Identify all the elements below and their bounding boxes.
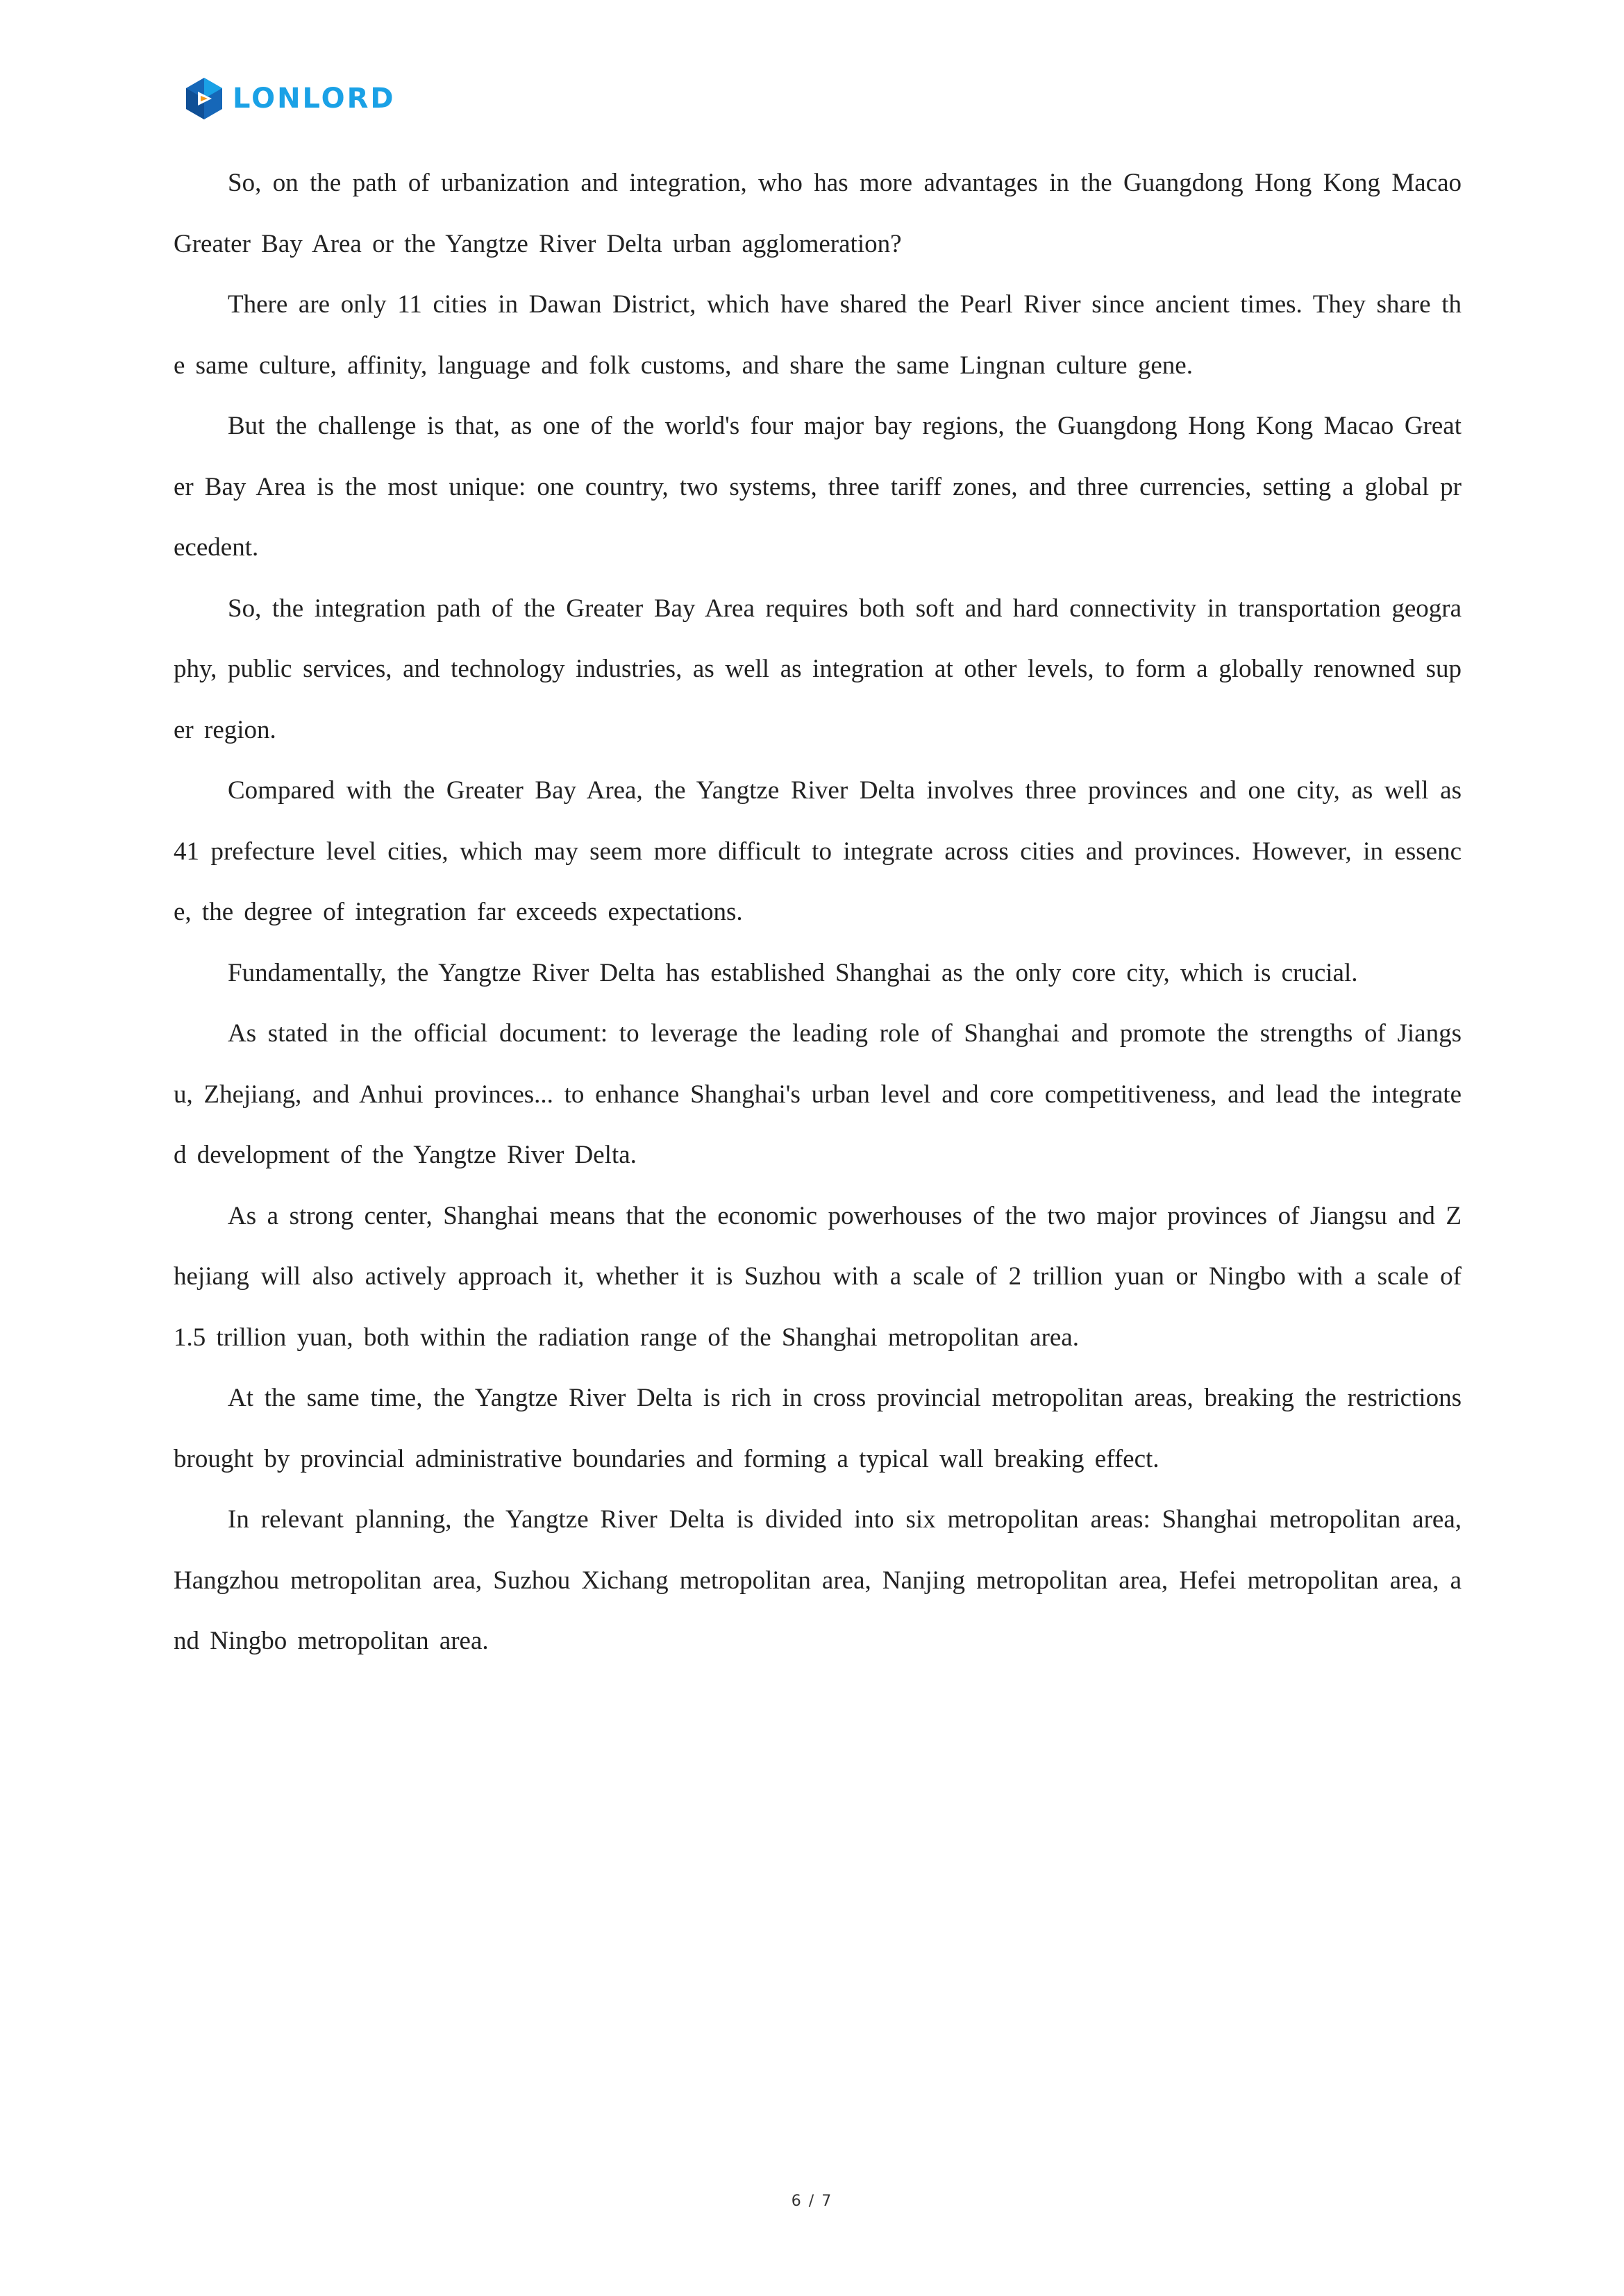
- paragraph: At the same time, the Yangtze River Delta is rich in cross provincial metropolitan areas, breaking the restrictions brought by provincial administrative boundaries and forming a typical wall breaking effect.: [174, 1384, 1462, 1473]
- paragraph: Compared with the Greater Bay Area, the Yangtze River Delta involves three provinces and one city, as well as 41 prefecture level cities, which may seem more difficult to integrate across cities and provinces. However, in essence, the degree of integration far exceeds expectations.: [174, 776, 1462, 926]
- paragraph: So, the integration path of the Greater Bay Area requires both soft and hard connectivity in transportation geography, public services, and technology industries, as well as integration at other levels, to form a globally renowned super region.: [174, 594, 1462, 744]
- paragraph: But the challenge is that, as one of the world's four major bay regions, the Guangdong Hong Kong Macao Greater Bay Area is the most unique: one country, two systems, three tariff zones, and three currencies, setting a global precedent.: [174, 412, 1462, 562]
- page-number: 6 / 7: [791, 2193, 833, 2210]
- paragraph: So, on the path of urbanization and integration, who has more advantages in the Guangdong Hong Kong Macao Greater Bay Area or the Yangtze River Delta urban agglomeration?: [174, 169, 1462, 258]
- paragraph: As stated in the official document: to leverage the leading role of Shanghai and promote the strengths of Jiangsu, Zhejiang, and Anhui provinces... to enhance Shanghai's urban level and core competitiveness, and lead the integrated development of the Yangtze River Delta.: [174, 1019, 1462, 1169]
- paragraph: In relevant planning, the Yangtze River Delta is divided into six metropolitan areas: Shanghai metropolitan area, Hangzhou metropolitan area, Suzhou Xichang metropolitan area, Nanjing metropolitan area, Hefei metropolitan area, and Ningbo metropolitan area.: [174, 1505, 1462, 1655]
- page-header: [184, 74, 396, 123]
- logo-wordmark: LONLORD: [233, 83, 396, 115]
- paragraph: As a strong center, Shanghai means that the economic powerhouses of the two major provinces of Jiangsu and Zhejiang will also actively approach it, whether it is Suzhou with a scale of 2 trillion yuan or Ningbo with a scale of 1.5 trillion yuan, both within the radiation range of the Shanghai metropolitan area.: [174, 1201, 1462, 1352]
- lonlord-logo-icon: [184, 76, 224, 121]
- paragraph: There are only 11 cities in Dawan District, which have shared the Pearl River since ancient times. They share the same culture, affinity, language and folk customs, and share the same Lingnan culture gene.: [174, 290, 1462, 380]
- document-body: [174, 153, 1462, 1672]
- paragraph: Fundamentally, the Yangtze River Delta has established Shanghai as the only core city, which is crucial.: [228, 958, 1358, 987]
